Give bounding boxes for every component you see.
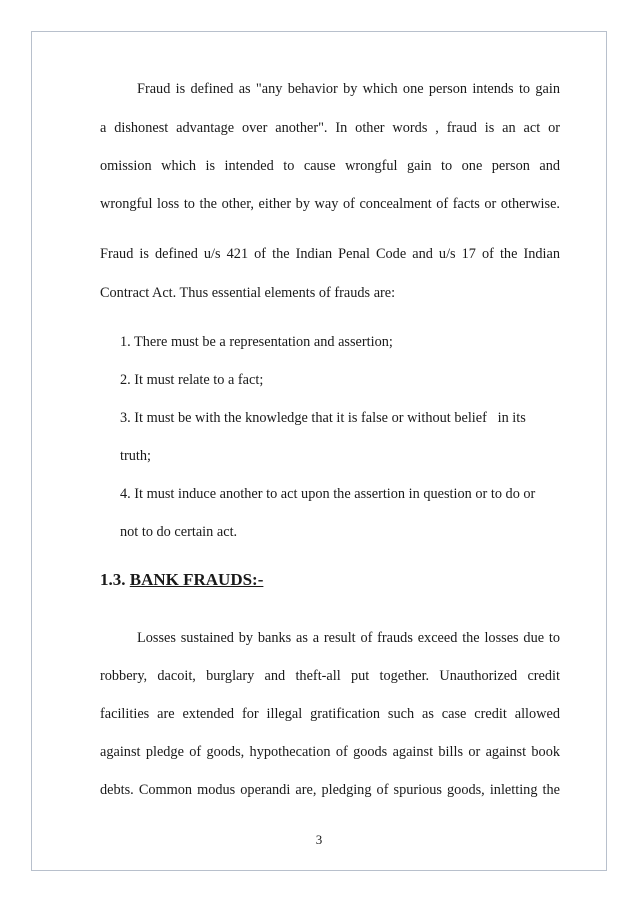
paragraph-3-line-4: against pledge of goods, hypothecation of goods against bills or against book (100, 744, 560, 760)
list-item-1: 1. There must be a representation and assertion; (120, 334, 393, 350)
paragraph-1-line-2: a dishonest advantage over another". In other words , fraud is an act or (100, 120, 560, 136)
paragraph-2-line-2: Contract Act. Thus essential elements of frauds are: (100, 285, 396, 301)
paragraph-3-line-2: robbery, dacoit, burglary and theft-all put together. Unauthorized credit (100, 668, 560, 684)
list-item-3: 3. It must be with the knowledge that it is false or without belief in its (120, 410, 526, 426)
section-number: 1.3. (100, 570, 126, 589)
section-title: BANK FRAUDS:- (129, 570, 264, 589)
paragraph-2-line-1: Fraud is defined u/s 421 of the Indian Penal Code and u/s 17 of the Indian (100, 246, 560, 262)
paragraph-3-line-1: Losses sustained by banks as a result of frauds exceed the losses due to (137, 630, 560, 646)
list-item-4: 4. It must induce another to act upon the assertion in question or to do or (120, 486, 536, 502)
page-number: 3 (315, 832, 323, 847)
list-item-3-continued: truth; (120, 448, 151, 464)
section-heading (100, 570, 263, 590)
paragraph-1-line-3: omission which is intended to cause wrongful gain to one person and (100, 158, 560, 174)
list-item-2: 2. It must relate to a fact; (120, 372, 264, 388)
paragraph-1-line-1: Fraud is defined as "any behavior by which one person intends to gain (137, 81, 560, 97)
list-item-4-continued: not to do certain act. (120, 524, 238, 540)
paragraph-1-line-4: wrongful loss to the other, either by way of concealment of facts or otherwise. (100, 196, 560, 212)
paragraph-3-line-5: debts. Common modus operandi are, pledging of spurious goods, inletting the (100, 782, 560, 798)
paragraph-3-line-3: facilities are extended for illegal gratification such as case credit allowed (100, 706, 560, 722)
